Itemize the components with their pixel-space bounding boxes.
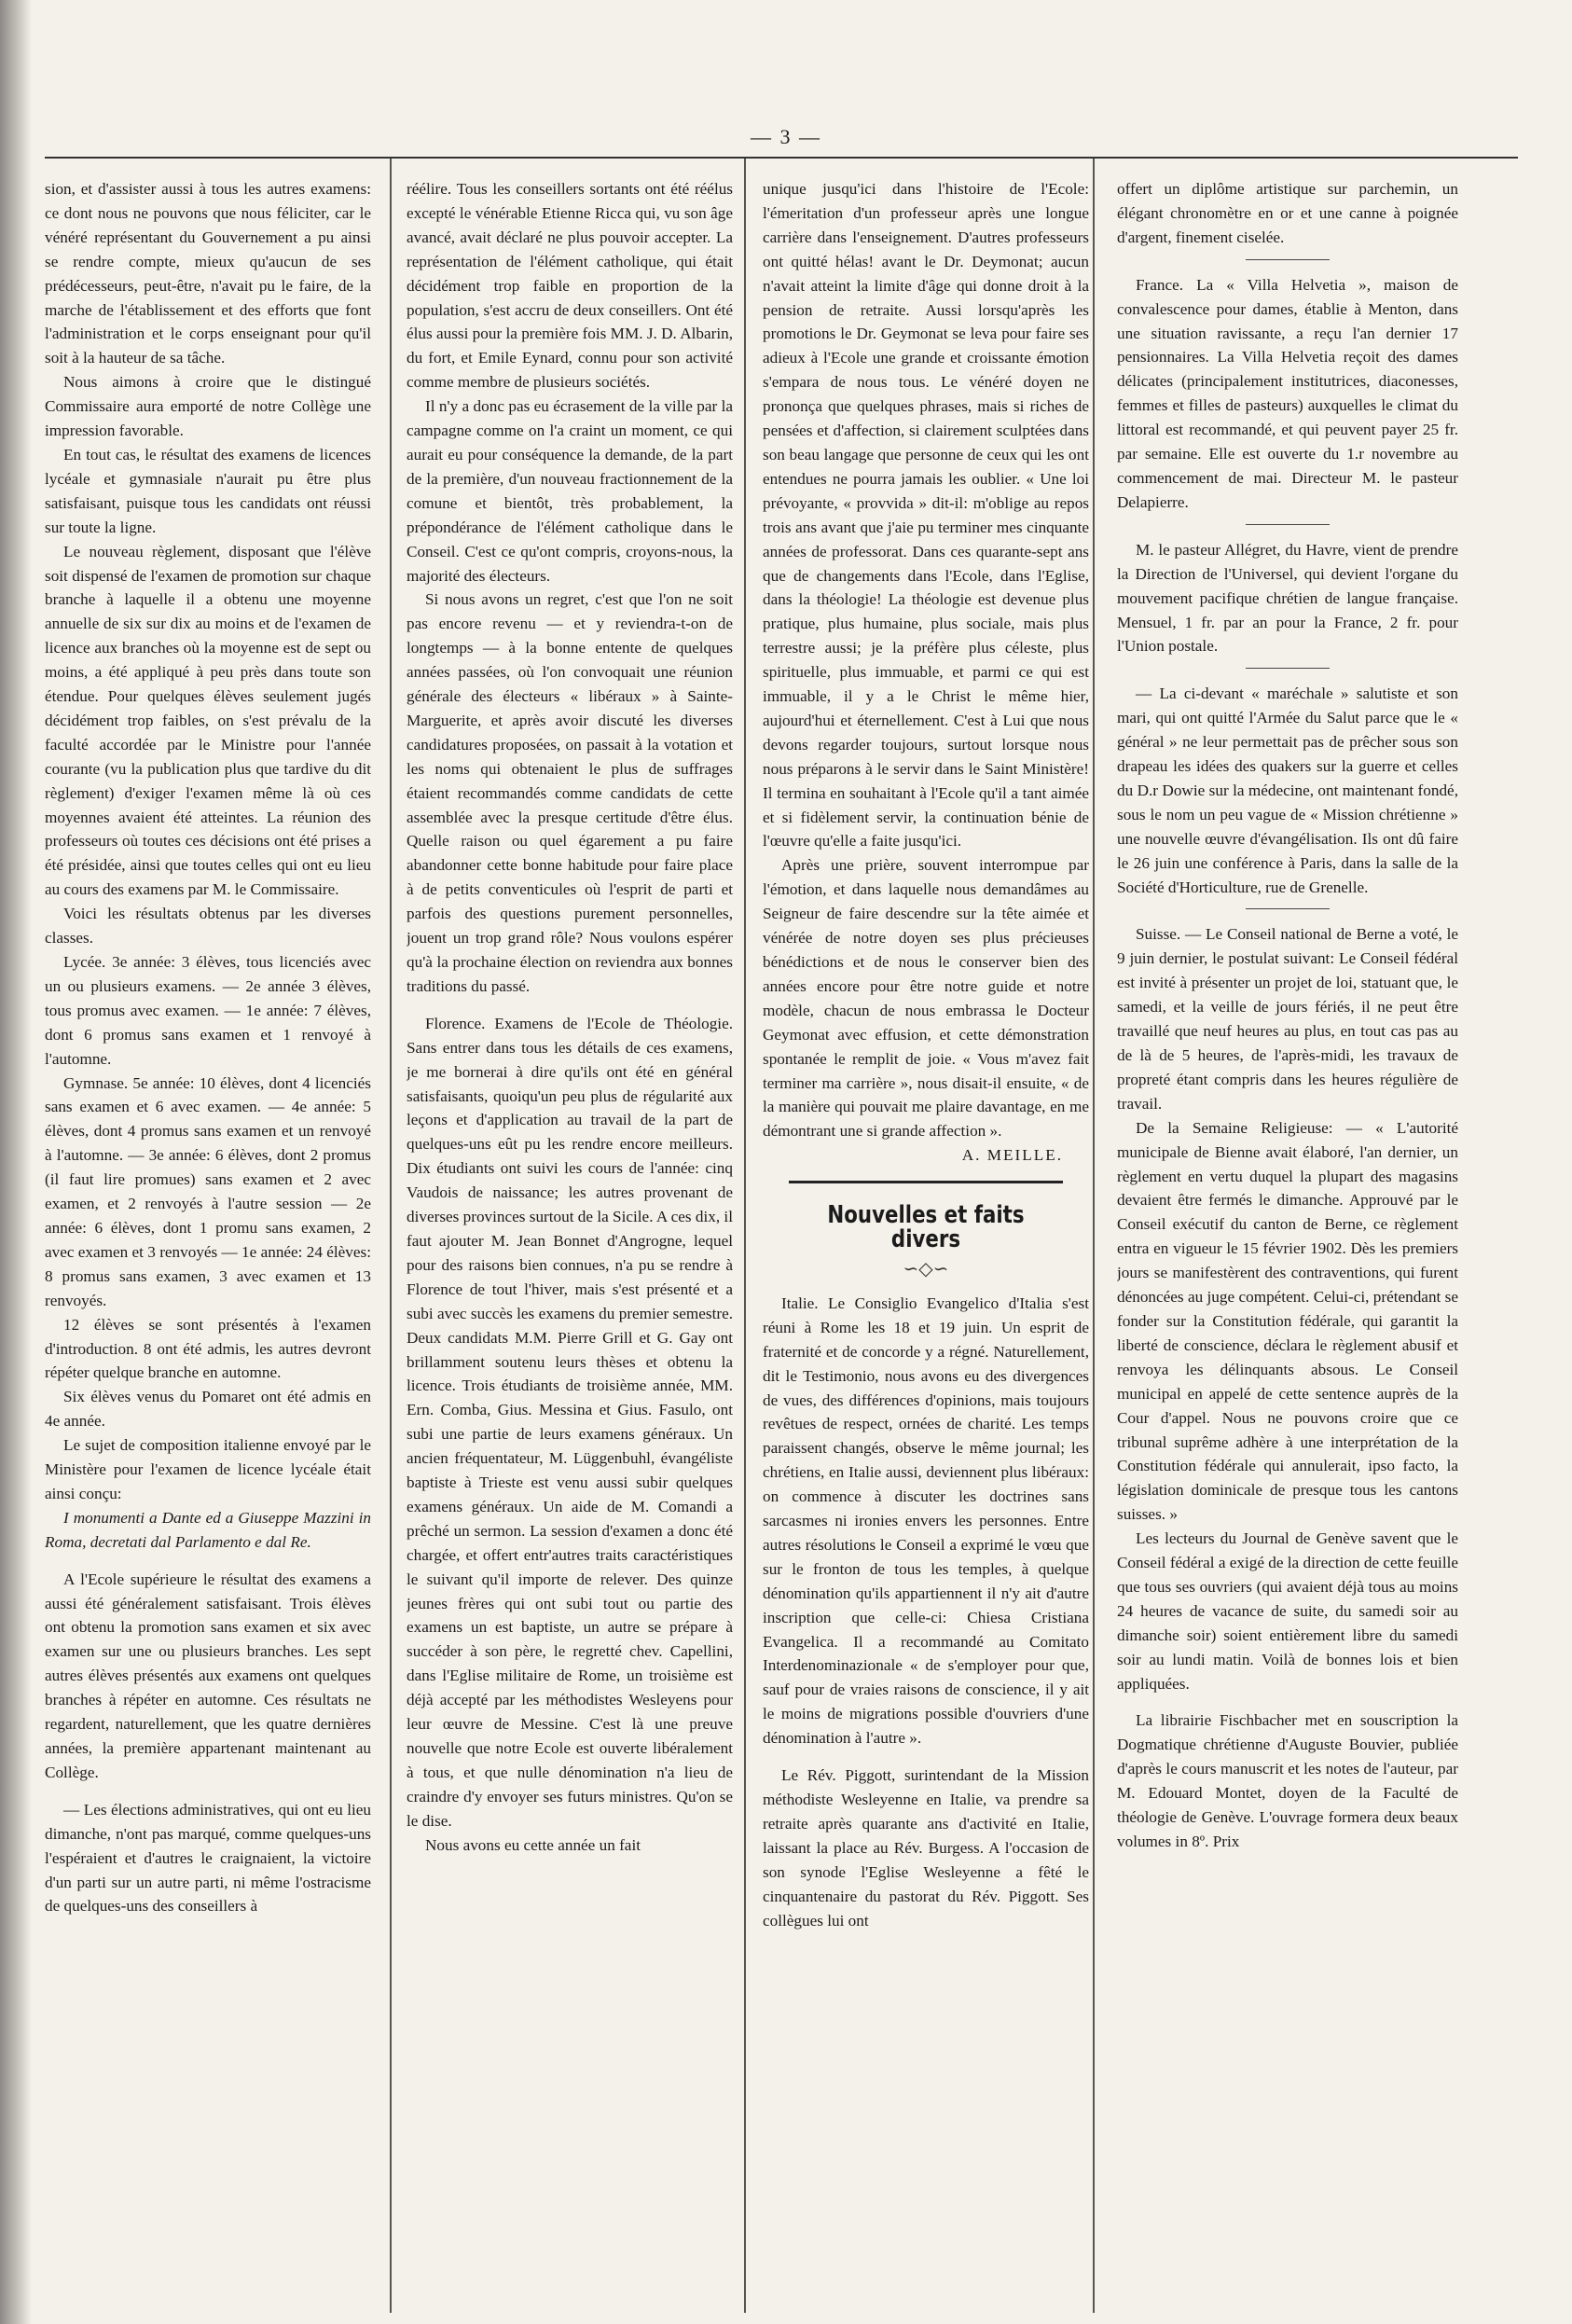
- paragraph: Le nouveau règlement, disposant que l'élève soit dispensé de l'examen de promotion sur chaque branche à laquelle il a obtenu une moyenne annuelle de six sur dix au moins et de l'examen de licence aux branches où la moyenne est de sept ou moins, a été appliqué à peu près dans toute son étendue. Pour quelques élèves seulement jugés décidément trop faibles, on s'est prévalu de la faculté accordée par le Ministre pour l'année courante (vu la publication plus que tardive du dit règlement) d'exiger l'examen même là où ces moyennes avaient été atteintes. La réunion des professeurs où toutes ces décisions ont été prises a été présidée, ainsi que toutes celles qui ont eu lieu au cours des examens par M. le Commissaire.: [45, 542, 371, 899]
- divider: [1246, 524, 1330, 525]
- ornament: ∽◇∽: [903, 1258, 949, 1280]
- paragraph: De la Semaine Religieuse: — « L'autorité municipale de Bienne avait élaboré, l'an dernier, un règlement en vertu duquel la plupart des magasins devaient être fermés le dimanche. Approuvé par le Conseil exécutif du canton de Berne, ce règlement entra en vigueur le 15 février 1902. Dès les premiers jours se manifestèrent des contraventions, qui furent dénoncées au juge compétent. Celui-ci, prétendant se fonder sur la Constitution fédérale, qui garantit la liberté de conscience, déclara le règlement abusif et renvoya les délinquants absous. Le Conseil municipal en appelé de cette sentence auprès de la Cour d'appel. Nous ne pouvons croire que ce tribunal suprême adhère à une interprétation de la Constitution fédérale qui annulerait, ipso facto, la législation dominicale de presque tous les cantons suisses. »: [1117, 1118, 1458, 1524]
- paragraph: Six élèves venus du Pomaret ont été admis en 4e année.: [45, 1388, 371, 1431]
- paragraph: Les lecteurs du Journal de Genève savent que le Conseil fédéral a exigé de la direction de cette feuille que tous ses ouvriers (qui avaient déjà tous au moins 24 heures de vacance de suite, du samedi soir au dimanche soir) soient entièrement libre du samedi soir au lundi matin. Voilà de bonnes lois et bien appliquées.: [1117, 1529, 1458, 1693]
- paragraph: Le sujet de composition italienne envoyé par le Ministère pour l'examen de licence lycéale était ainsi conçu:: [45, 1436, 371, 1502]
- section-title: Nouvelles et faits divers: [827, 1201, 1025, 1254]
- paragraph: La librairie Fischbacher met en souscription la Dogmatique chrétienne d'Auguste Bouvier, publiée d'après le cours manuscrit et les notes de l'auteur, par M. Edouard Montet, doyen de la Faculté de théologie de Genève. L'ouvrage formera deux beaux volumes in 8º. Prix: [1117, 1711, 1458, 1850]
- divider: [1246, 668, 1330, 669]
- spacer: [45, 1785, 371, 1798]
- page-edge-shadow: [0, 0, 32, 2324]
- paragraph: France. La « Villa Helvetia », maison de convalescence pour dames, établie à Menton, dans une situation ravissante, a reçu l'an dernier 17 pensionnaires. La Villa Helvetia reçoit des dames délicates (principalement institutrices, diaconesses, femmes et filles de pasteurs) auxquelles le climat du littoral est recommandé, et qui peuvent payer 25 fr. par semaine. Elle est ouverte du 1.r novembre au commencement de mai. Directeur M. le pasteur Delapierre.: [1117, 275, 1458, 511]
- spacer: [407, 999, 733, 1012]
- section-rule: [789, 1181, 1063, 1183]
- paragraph: M. le pasteur Allégret, du Havre, vient de prendre la Direction de l'Universel, qui devient l'organe du mouvement pacifique chrétien de langue française. Mensuel, 1 fr. par an pour la France, 2 fr. pour l'Union postale.: [1117, 540, 1458, 656]
- paragraph: Voici les résultats obtenus par les diverses classes.: [45, 905, 371, 948]
- paragraph: unique jusqu'ici dans l'histoire de l'Ecole: l'émeritation d'un professeur après une longue carrière dans l'enseignement. D'autres professeurs ont quitté hélas! avant le Dr. Deymonat; aucun n'avait atteint la limite d'âge qui donne droit à la pension de retraite. Aussi lorsqu'après les promotions le Dr. Geymonat se leva pour faire ses adieux à l'Ecole une grande et croissante émotion s'empara de nous tous. Le vénéré doyen ne prononça que quelques phrases, mais si riches de pensées et d'affection, si clairement sculptées dans son beau langage que personne de ceux qui les ont entendues ne pourra jamais les oublier. « Une loi prévoyante, « provvida » dit-il: m'oblige au repos trois ans avant que j'aie pu terminer mes cinquante années de professorat. Dans ces quarante-sept ans que de changements dans l'Ecole, dans l'Eglise, dans la théologie! La théologie est devenue plus pratique, plus humaine, plus sociale, mais plus terrestre aussi; je la préfère plus céleste, plus spirituelle, plus immuable, et parmi ce qui est immuable, il y a le Christ le même hier, aujourd'hui et éternellement. C'est à Lui que nous devons regarder toujours, surtout lorsque nous nous préparons à le servir dans le Saint Ministère! Il termina en souhaitant à l'Ecole qu'il a tant aimée et si fidèlement servir, la continuation bénie de l'œuvre qu'elle a faite jusqu'ici.: [763, 180, 1089, 851]
- page-number: — 3 —: [751, 125, 821, 148]
- paragraph: — La ci-devant « maréchale » salutiste et son mari, qui ont quitté l'Armée du Salut parce que le « général » ne leur permettait pas de prêcher sous son drapeau les idées des quakers sur la guerre et celles du D.r Dowie sur la médecine, ont maintenant fondé, sous le nom un peu vague de « Mission chrétienne » une nouvelle œuvre d'évangélisation. Ils ont dû faire le 26 juin une conférence à Paris, dans la salle de la Société d'Horticulture, rue de Grenelle.: [1117, 685, 1458, 896]
- paragraph: En tout cas, le résultat des examens de licences lycéale et gymnasiale n'aurait pu être plus satisfaisant, puisque tous les candidats ont réussi sur toute la ligne.: [45, 445, 371, 536]
- divider: [1246, 908, 1330, 909]
- column-3: [763, 177, 1089, 2313]
- paragraph: offert un diplôme artistique sur parchemin, un élégant chronomètre en or et une canne à poignée d'argent, finement ciselée.: [1117, 180, 1458, 246]
- paragraph: Si nous avons un regret, c'est que l'on ne soit pas encore revenu — et y reviendra-t-on de longtemps — à la bonne entente de quelques années passées, où l'on convoquait une réunion générale des électeurs « libéraux » à Sainte-Marguerite, et après avoir discuté les diverses candidatures proposées, on passait à la votation et les noms qui obtenaient le plus de suffrages étaient recommandés comme candidats de cette assemblée avec la presque certitude d'être élus. Quelle raison ou quel égarement a pu faire abandonner cette bonne habitude pour faire place à de petits conventicules où l'esprit de parti et parfois des questions purement personnelles, jouent un trop grand rôle? Nous voulons espérer qu'à la prochaine élection on reviendra aux bonnes traditions du passé.: [407, 590, 733, 995]
- paragraph: A l'Ecole supérieure le résultat des examens a aussi été généralement satisfaisant. Trois élèves ont obtenu la promotion sans examen et six avec examen sur une ou plusieurs branches. Les sept autres élèves présentés aux examens ont quelques branches à répéter en automne. Ces résultats ne regardent, naturellement, que les quatre dernières années, la première appartenant maintenant au Collège.: [45, 1570, 371, 1781]
- paragraph: Nous aimons à croire que le distingué Commissaire aura emporté de notre Collège une impression favorable.: [45, 373, 371, 440]
- paragraph: Gymnase. 5e année: 10 élèves, dont 4 licenciés sans examen et 6 avec examen. — 4e année: 5 élèves, dont 4 promus sans examen et un renvoyé à l'automne. — 3e année: 6 élèves, dont 2 promus (il faut lire promues) sans examen et 2 avec examen, et 2 renvoyés à l'autre session — 2e année: 6 élèves, dont 1 promu sans examen, 2 avec examen et 3 renvoyés — 1e année: 24 élèves: 8 promus sans examen, 3 avec examen et 13 renvoyés.: [45, 1073, 371, 1309]
- article-columns: [45, 177, 1555, 2313]
- signature: A. MEILLE.: [961, 1146, 1063, 1165]
- paragraph: Lycée. 3e année: 3 élèves, tous licenciés avec un ou plusieurs examens. — 2e année 3 élèves, tous promus avec examen. — 1e année: 7 élèves, dont 6 promus sans examen et 1 renvoyé à l'automne.: [45, 953, 371, 1068]
- divider: [1246, 259, 1330, 260]
- paragraph: Il n'y a donc pas eu écrasement de la ville par la campagne comme on l'a craint un moment, ce qui aurait eu pour conséquence la demande, de la part de la première, d'un nouveau fractionnement de la comune et bientôt, très probablement, la prépondérance de l'élément catholique dans le Conseil. C'est ce qu'ont compris, croyons-nous, la majorité des électeurs.: [407, 397, 733, 585]
- column-2: [407, 177, 733, 2313]
- paragraph: Florence. Examens de l'Ecole de Théologie. Sans entrer dans tous les détails de ces examens, je me bornerai à dire qu'ils ont été en général satisfaisants, quoiqu'un peu plus de régularité aux leçons et d'application au travail de la part de quelques-uns eût pu les rendre encore meilleurs. Dix étudiants ont suivi les cours de l'année: cinq Vaudois de naissance; les autres provenant de diverses provinces surtout de la Sicile. A ces dix, il faut ajouter M. Jean Bonnet d'Angrogne, lequel pour des raisons bien connues, n'a pu se rendre à Florence de tout l'hiver, mais s'est présenté et a subi avec succès les examens du premier semestre. Deux candidats M.M. Pierre Grill et G. Gay ont brillamment soutenu leurs thèses et obtenu la licence. Trois étudiants de troisième année, MM. Ern. Comba, Gius. Messina et Gius. Fasulo, ont subi une partie de leurs examens généraux. Un ancien fréquentateur, M. Lüggenbuhl, évangéliste baptiste à Trieste est venu aussi subir quelques examens généraux. Un aide de M. Comandi a prêché un sermon. La session d'examen a donc été chargée, et offert entr'autres traits caractéristiques le suivant qu'il importe de relever. Des quinze jeunes frères qui ont subi tout ou partie des examens un est baptiste, un autre se prépare à succéder à son père, le regretté chev. Capellini, dans l'Eglise militaire de Rome, un troisième est déjà accepté par les méthodistes Wesleyens pour leur œuvre de Messine. C'est là une preuve nouvelle que notre Ecole est ouverte libéralement à tous, et que nulle dénomination n'a lieu de craindre d'y envoyer ses futurs ministres. Qu'on se le dise.: [407, 1014, 733, 1830]
- paragraph: Le Rév. Piggott, surintendant de la Mission méthodiste Wesleyenne en Italie, va prendre sa retraite après quarante ans d'activité en Italie, laissant la place au Rév. Burgess. A l'occasion de son synode l'Eglise Wesleyenne a fêté le cinquantenaire du pastorat du Rév. Piggott. Ses collègues lui ont: [763, 1766, 1089, 1930]
- column-1: [45, 177, 371, 2313]
- spacer: [45, 1555, 371, 1568]
- header-rule: [45, 157, 1518, 159]
- paragraph: I monumenti a Dante ed a Giuseppe Mazzini in Roma, decretati dal Parlamento e dal Re.: [45, 1508, 371, 1551]
- paragraph: réélire. Tous les conseillers sortants ont été réélus excepté le vénérable Etienne Ricca qui, vu son âge avancé, avait déclaré ne plus pouvoir accepter. La représentation de l'élément catholique, qui était décidément trop faible en proportion de la population, s'est accru de deux conseillers. Ont été élus aussi pour la première fois MM. J. D. Albarin, du fort, et Emile Eynard, connu pour son activité comme membre de plusieurs sociétés.: [407, 180, 733, 392]
- paragraph: Après une prière, souvent interrompue par l'émotion, et dans laquelle nous demandâmes au Seigneur de faire descendre sur la tête aimée et vénérée de notre doyen ses plus précieuses bénédictions et de nous le conserver bien des années encore pour être notre guide et notre modèle, chacun de nous embrassa le Docteur Geymonat avec effusion, et cette démonstration spontanée le remplit de joie. « Vous m'avez fait terminer ma carrière », nous disait-il ensuite, « de la manière qui pouvait me plaire davantage, en me démontrant une si grande affection ».: [763, 856, 1089, 1141]
- spacer: [1117, 1695, 1458, 1708]
- paragraph: sion, et d'assister aussi à tous les autres examens: ce dont nous ne pouvons que nous féliciter, car le vénéré représentant du Gouvernement a pu ainsi se rendre compte, mieux qu'aucun de ses prédécesseurs, peut-être, n'avait pu le faire, de la marche de l'établissement et des efforts que font l'administration et le corps enseignant pour qu'il soit à la hauteur de sa tâche.: [45, 180, 371, 367]
- paragraph: Nous avons eu cette année un fait: [425, 1835, 641, 1854]
- paragraph: Italie. Le Consiglio Evangelico d'Italia s'est réuni à Rome les 18 et 19 juin. Un esprit de fraternité et de concorde y a régné. Naturellement, dit le Testimonio, nous avons eu des divergences de vues, des différences d'opinions, mais toujours revêtues de respect, ornées de charité. Les temps paraissent changés, observe le même journal; les chrétiens, en Italie aussi, deviennent plus libéraux: on commence à discuter les doctrines sans sarcasmes ni ironies envers les personnes. Entre autres résolutions le Conseil a exprimé le vœu que sur le fronton de tous les temples, à quelque dénomination qu'ils appartiennent il n'y ait d'autre inscription que celle-ci: Chiesa Cristiana Evangelica. Il a recommandé au Comitato Interdenominazionale « de s'employer pour que, sauf pour de vraies raisons de conscience, il y ait le moins de migrations possible d'ouvriers d'une dénomination à l'autre ».: [763, 1293, 1089, 1748]
- paragraph: 12 élèves se sont présentés à l'examen d'introduction. 8 ont été admis, les autres devront répéter quelque branche en automne.: [45, 1315, 371, 1382]
- paragraph: Suisse. — Le Conseil national de Berne a voté, le 9 juin dernier, le postulat suivant: Le Conseil fédéral est invité à présenter un projet de loi, statuant que, le samedi, et la veille de jours fériés, il ne peut être travaillé que neuf heures au plus, en tout cas pas au de là de 5 heures, de l'après-midi, les travaux de propreté étant compris dans les heures régulière de travail.: [1117, 925, 1458, 1113]
- spacer: [763, 1750, 1089, 1764]
- column-4: [1117, 177, 1458, 2313]
- paragraph: — Les élections administratives, qui ont eu lieu dimanche, n'ont pas marqué, comme quelques-uns l'espéraient et d'autres le craignaient, la victoire d'un parti sur un autre parti, ni même l'ostracisme de quelques-uns des conseillers à: [45, 1800, 371, 1916]
